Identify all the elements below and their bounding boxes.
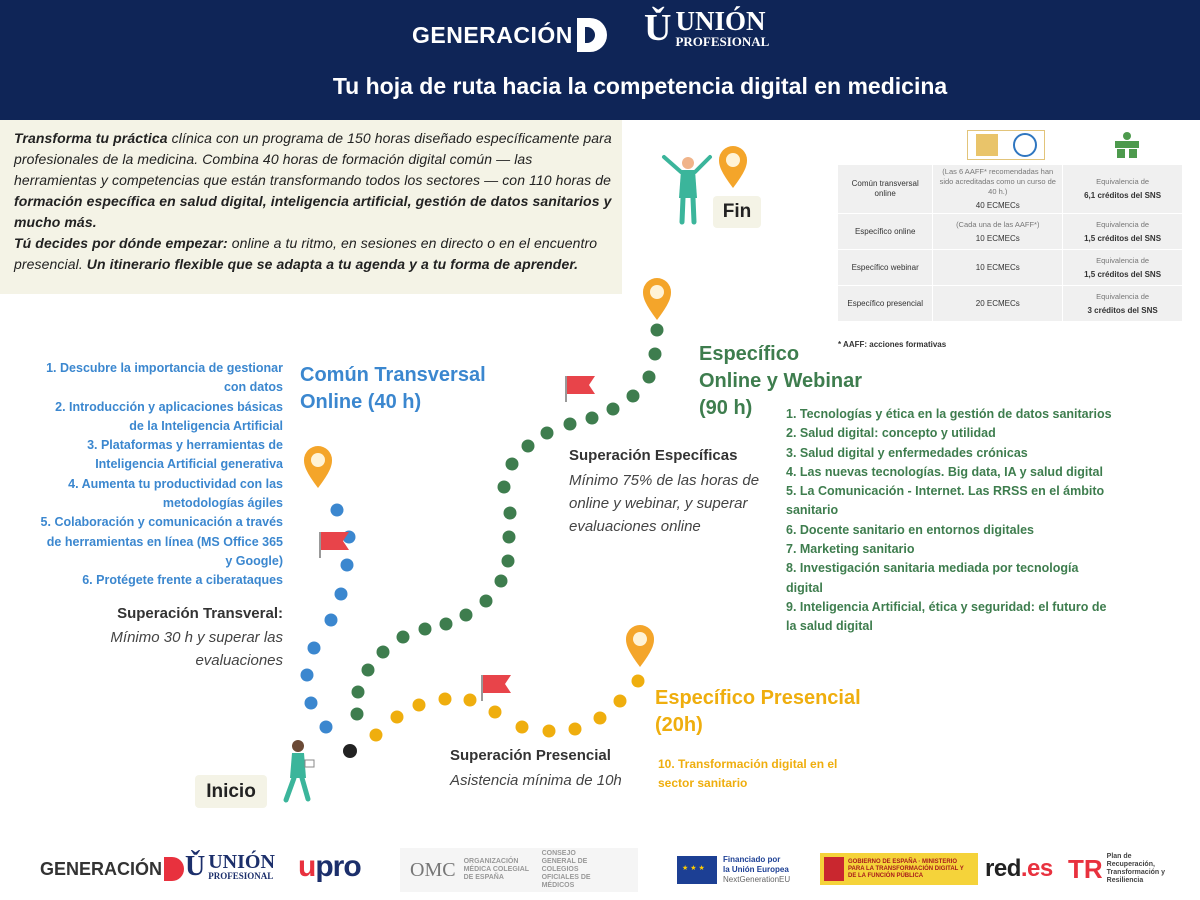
path-dot	[440, 618, 453, 631]
especifico-course-list	[786, 405, 1116, 637]
path-dot	[377, 646, 390, 659]
especifico-flag-icon	[565, 376, 595, 402]
list-item: 8. Investigación sanitaria mediada por tecnología digital	[786, 561, 1079, 595]
comun-heading	[300, 362, 486, 416]
intro-lead-1: Transforma tu práctica	[14, 130, 168, 146]
page-title: Tu hoja de ruta hacia la competencia digital en medicina	[332, 73, 948, 99]
walking-doctor-icon	[286, 740, 314, 800]
generacion-logo-text: GENERACIÓN	[412, 21, 573, 48]
footer-omc-sub1: ORGANIZACIÓN MÉDICA COLEGIAL DE ESPAÑA	[463, 858, 529, 881]
path-dot	[649, 348, 662, 361]
list-item: 4. Aumenta tu productividad con las metodologías ágiles	[68, 476, 283, 511]
footer-redes-suffix: .es	[1020, 855, 1053, 882]
list-item: 10. Transformación digital en el sector sanitario	[658, 757, 838, 790]
path-dot	[335, 588, 348, 601]
union-logo-line2: PROFESIONAL	[675, 34, 770, 49]
intro-text-1: clínica con un programa de 150 horas diseñado específicamente para profesionales de la medicina. Combina 40 horas de formación digital común — las herramientas y competencias que están transformando todos los sectores — con 110 horas de	[14, 130, 612, 188]
intro-bold-1: formación específica en salud digital, inteligencia artificial, gestión de datos sanitarios y mucho más.	[14, 193, 612, 230]
path-dot	[503, 531, 516, 544]
list-item: 6. Docente sanitario en entornos digitales	[786, 522, 1034, 537]
row-name: Común transversal online	[838, 165, 933, 214]
footer-omc-text: OMC	[410, 858, 456, 881]
footer-generacion-logo	[40, 857, 184, 881]
row-ecmec-value: 40 ECMECs	[975, 201, 1020, 210]
start-point-dot	[343, 744, 357, 758]
path-dot	[352, 686, 365, 699]
footer-eu-line1: Financiado por	[723, 855, 781, 864]
row-note: (Cada una de las AAFF*)	[956, 219, 1040, 229]
path-dot	[506, 458, 519, 471]
list-item: 1. Descubre la importancia de gestionar con datos	[46, 361, 283, 395]
list-item: 3. Plataformas y herramientas de Inteligencia Artificial generativa	[87, 438, 283, 472]
comun-course-list	[40, 359, 283, 591]
comun-heading-line1: Común Transversal	[300, 364, 486, 386]
path-dot	[522, 440, 535, 453]
list-item: 7. Marketing sanitario	[786, 542, 915, 557]
path-dot	[397, 631, 410, 644]
path-dot	[460, 609, 473, 622]
comun-heading-line2: Online (40 h)	[300, 391, 422, 413]
row-note: (Las 6 AAFF* recomendadas han sido acreditadas como un curso de 40 h.)	[939, 167, 1056, 196]
path-dot	[495, 575, 508, 588]
superacion-especificas-body: Mínimo 75% de las horas de online y webinar, y superar evaluaciones online	[569, 472, 760, 535]
footer-prtr-text: Plan de Recuperación, Transformación y Resiliencia	[1106, 853, 1166, 884]
row-ecmec: 20 ECMECs	[933, 286, 1063, 322]
footer-omc-logo	[400, 848, 638, 892]
spain-coat-of-arms-icon	[824, 857, 844, 881]
especifico-heading-line3: (90 h)	[699, 397, 753, 419]
path-dot	[541, 427, 554, 440]
fin-location-pin-icon	[719, 146, 747, 188]
path-dot	[543, 725, 556, 738]
row-eq-label: Equivalencia de	[1096, 291, 1150, 301]
especifico-heading-line1: Específico	[699, 343, 800, 365]
footer-generacion-text: GENERACIÓN	[40, 858, 163, 879]
footer-eu-line2: la Unión Europea	[723, 865, 789, 874]
especifico-location-pin-icon	[643, 278, 671, 320]
presencial-course-list	[658, 755, 858, 793]
table-footnote: * AAFF: acciones formativas	[838, 340, 947, 349]
path-dot	[439, 693, 452, 706]
footer-upro-text: pro	[315, 850, 361, 883]
path-dot	[504, 507, 517, 520]
footer-prtr-mark: TR	[1068, 854, 1103, 884]
path-dot	[498, 481, 511, 494]
path-dot	[614, 695, 627, 708]
row-eq-label: Equivalencia de	[1096, 219, 1150, 229]
path-dot	[489, 706, 502, 719]
row-ecmec: 10 ECMECs	[933, 250, 1063, 286]
intro-text-2: online a tu ritmo, en sesiones en directo o en el encuentro presencial.	[14, 235, 598, 272]
footer-union-line2: PROFESIONAL	[208, 871, 274, 881]
footer-eu-logo	[677, 855, 790, 885]
path-dot	[607, 403, 620, 416]
presencial-location-pin-icon	[626, 625, 654, 667]
path-dot	[325, 614, 338, 627]
path-dot	[651, 324, 664, 337]
footer-eu-line3: NextGenerationEU	[723, 875, 791, 884]
path-dot	[643, 371, 656, 384]
row-name: Específico online	[838, 214, 933, 250]
footer-omc-sub2: CONSEJO GENERAL DE COLEGIOS OFICIALES DE MÉDICOS	[541, 850, 591, 889]
path-dot	[413, 699, 426, 712]
footer-d-logo-icon	[164, 857, 184, 881]
inicio-badge: Inicio	[195, 775, 267, 808]
path-dot	[564, 418, 577, 431]
path-dot	[370, 729, 383, 742]
footer-redes-logo	[985, 855, 1053, 883]
path-dot	[305, 697, 318, 710]
superacion-presencial-body: Asistencia mínima de 10h	[450, 772, 622, 789]
path-dot	[502, 555, 515, 568]
footer-union-logo	[185, 852, 275, 881]
especifico-heading-line2: Online y Webinar	[699, 370, 862, 392]
union-logo-line1: UNIÓN	[675, 6, 766, 36]
path-dot	[480, 595, 493, 608]
list-item: 5. La Comunicación - Internet. Las RRSS en el ámbito sanitario	[786, 484, 1105, 518]
comun-location-pin-icon	[304, 446, 332, 488]
list-item: 2. Salud digital: concepto y utilidad	[786, 426, 996, 441]
list-item: 1. Tecnologías y ética en la gestión de datos sanitarios	[786, 407, 1112, 421]
row-eq-value: 1,5 créditos del SNS	[1084, 233, 1162, 243]
footer-redes-text: red	[985, 855, 1021, 882]
list-item: 2. Introducción y aplicaciones básicas de la Inteligencia Artificial	[55, 399, 283, 433]
intro-lead-2: Tú decides por dónde empezar:	[14, 235, 228, 251]
comun-flag-icon	[319, 532, 349, 558]
footer-union-line1: UNIÓN	[208, 851, 275, 873]
list-item: 6. Protégete frente a ciberataques	[82, 573, 283, 588]
footer-upro-u: u	[298, 850, 316, 883]
row-eq-value: 6,1 créditos del SNS	[1084, 191, 1162, 200]
row-eq-label: Equivalencia de	[1096, 177, 1150, 186]
row-eq-label: Equivalencia de	[1096, 255, 1150, 265]
path-dot	[308, 642, 321, 655]
intro-bold-2: Un itinerario flexible que se adapta a tu agenda y a tu forma de aprender.	[86, 256, 579, 272]
path-dot	[351, 708, 364, 721]
path-dot	[632, 675, 645, 688]
presencial-heading-line1: Específico Presencial	[655, 687, 861, 709]
row-name: Específico presencial	[838, 286, 933, 322]
path-dot	[391, 711, 404, 724]
presencial-path-dots	[370, 675, 645, 742]
path-dot	[594, 712, 607, 725]
list-item: 5. Colaboración y comunicación a través de herramientas en línea (MS Office 365 y Google)	[40, 515, 283, 568]
presencial-heading-line2: (20h)	[655, 714, 703, 736]
list-item: 9. Inteligencia Artificial, ética y seguridad: el futuro de la salud digital	[786, 599, 1107, 634]
row-eq-value: 3 créditos del SNS	[1087, 305, 1158, 315]
superacion-especificas-title: Superación Específicas	[569, 447, 738, 464]
footer-prtr-logo	[1068, 853, 1175, 885]
up-monogram-icon: Ǔ	[644, 7, 672, 49]
path-dot	[320, 721, 333, 734]
footer-up-monogram-icon: Ǔ	[185, 850, 206, 882]
superacion-transversal-body: Mínimo 30 h y superar las evaluaciones	[110, 629, 283, 669]
row-eq-value: 1,5 créditos del SNS	[1084, 269, 1162, 279]
path-dot	[586, 412, 599, 425]
presencial-flag-icon	[481, 675, 511, 701]
row-name: Específico webinar	[838, 250, 933, 286]
superacion-transversal-title: Superación Transveral:	[117, 605, 283, 622]
path-dot	[516, 721, 529, 734]
path-dot	[419, 623, 432, 636]
path-dot	[301, 669, 314, 682]
superacion-presencial-title: Superación Presencial	[450, 747, 611, 764]
list-item: 4. Las nuevas tecnologías. Big data, IA y salud digital	[786, 464, 1103, 479]
presencial-heading	[655, 685, 861, 739]
path-dot	[569, 723, 582, 736]
path-dot	[341, 559, 354, 572]
celebrating-doctor-icon	[664, 157, 710, 222]
path-dot	[627, 390, 640, 403]
footer-upro-logo	[298, 850, 361, 884]
list-item: 3. Salud digital y enfermedades crónicas	[786, 445, 1028, 460]
row-ecmec-value: 10 ECMECs	[975, 233, 1020, 243]
path-dot	[331, 504, 344, 517]
path-dot	[464, 694, 477, 707]
footer-gobierno-text: GOBIERNO DE ESPAÑA · MINISTERIO PARA LA TRANSFORMACIÓN DIGITAL Y DE LA FUNCIÓN PÚBLICA	[848, 858, 964, 879]
footer-gobierno-logo	[820, 853, 978, 885]
path-dot	[362, 664, 375, 677]
fin-badge: Fin	[713, 196, 761, 228]
eu-flag-icon	[677, 856, 717, 884]
